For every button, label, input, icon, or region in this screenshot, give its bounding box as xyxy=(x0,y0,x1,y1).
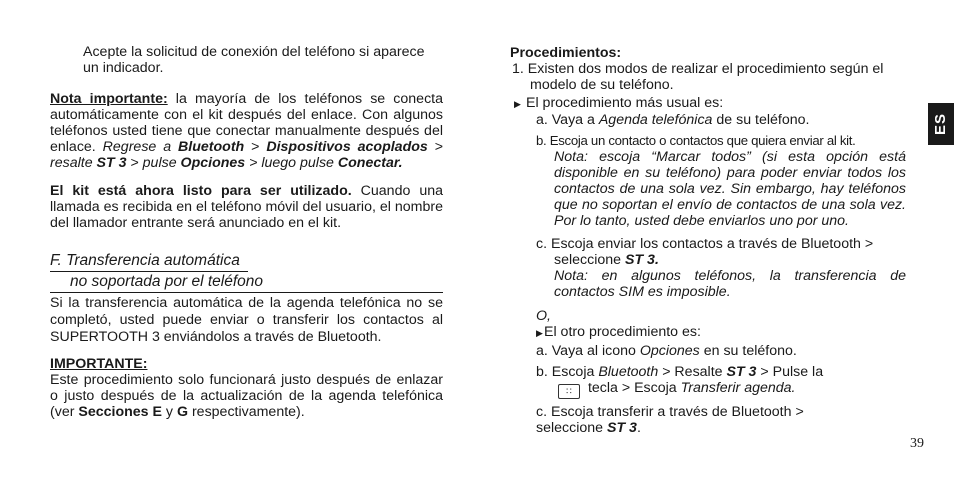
step-c-text: c. Escoja enviar los contactos a través de Bluetooth > seleccione xyxy=(536,236,874,268)
important-text1: Este procedimiento solo funcionará justo después de enlazar o justo después de la actualización de la agenda telefónica (ver xyxy=(50,372,443,420)
important-label: IMPORTANTE: xyxy=(50,356,148,372)
note-gt3: > xyxy=(126,155,143,171)
step-b2-transferir: Transferir agenda. xyxy=(680,380,796,396)
note-pulse: pulse xyxy=(142,155,181,171)
note-bluetooth: Bluetooth xyxy=(178,139,245,155)
triangle-bullet-icon: ▶ xyxy=(514,99,521,109)
note-regrese: Regrese a xyxy=(102,139,179,155)
note-dispositivos: Dispositivos acoplados xyxy=(266,139,428,155)
step-a2-post: en su teléfono. xyxy=(699,343,797,359)
procedure-item-1-text: 1. Existen dos modos de realizar el procedimiento según el modelo de su teléfono. xyxy=(512,61,884,93)
procedure-item-1 xyxy=(510,61,906,93)
accept-text: Acepte la solicitud de conexión del teléfono si aparece un indicador. xyxy=(83,44,425,76)
kit-ready-paragraph xyxy=(50,183,443,231)
step-c-note xyxy=(510,268,906,300)
procedures-heading: Procedimientos: xyxy=(510,45,622,61)
step-b2-st3: ST 3 xyxy=(726,364,757,380)
usual-text: El procedimiento más usual es: xyxy=(526,95,724,111)
step-a-agenda: Agenda telefónica xyxy=(598,112,713,128)
step-a-pre: a. Vaya a xyxy=(536,112,599,128)
or-text: O, xyxy=(536,308,551,324)
step-c2-st3: ST 3 xyxy=(606,420,637,436)
section-f-body xyxy=(50,295,443,346)
step-b2-tecla: tecla > Escoja xyxy=(584,380,681,396)
note-resalte: resalte xyxy=(50,155,97,171)
important-y: y xyxy=(161,404,177,420)
step-b-note-text: Nota: escoja “Marcar todos” (si esta opción está disponible en su teléfono) para poder enviar todos los contactos de una sola vez. Sin embargo, hay teléfonos que no soportan el envío de contactos de una sola vez. Por lo tanto, usted debe enviarlos uno por uno. xyxy=(554,149,906,229)
other-text: El otro procedimiento es: xyxy=(544,324,701,340)
page-number: 39 xyxy=(910,436,924,451)
language-tab xyxy=(928,103,954,145)
note-st3: ST 3 xyxy=(96,155,127,171)
step-a xyxy=(510,112,906,128)
important-text2: respectivamente). xyxy=(188,404,305,420)
step-a2 xyxy=(510,343,906,359)
step-c-st3: ST 3. xyxy=(624,252,659,268)
section-f-body-text: Si la transferencia automática de la agenda telefónica no se completó, usted puede enviar o transferir los contactos al SUPERTOOTH 3 enviándolos a través de Bluetooth. xyxy=(50,295,443,345)
step-a2-opciones: Opciones xyxy=(639,343,700,359)
important-g: G xyxy=(176,404,189,420)
step-b2-mid: > Resalte xyxy=(658,364,727,380)
step-b xyxy=(510,133,906,149)
section-f-title-line1: F. Transferencia automática xyxy=(50,251,248,272)
section-f-title-line2: no soportada por el teléfono xyxy=(50,272,443,293)
step-b-note xyxy=(510,149,906,229)
note-conectar: Conectar. xyxy=(337,155,403,171)
step-c2 xyxy=(510,404,836,436)
step-c2-post: . xyxy=(636,420,641,436)
step-c2-pre: c. Escoja transferir a través de Bluetooth > seleccione xyxy=(536,404,804,436)
step-b2-post: > Pulse la xyxy=(756,364,824,380)
note-text: la mayoría de los teléfonos se conecta automáticamente con el kit después del enlace. Con algunos teléfonos usted tiene que conectar manualmente después del enlace. xyxy=(50,91,444,155)
note-label: Nota importante: xyxy=(50,91,168,107)
note-opciones: Opciones xyxy=(180,155,246,171)
step-b2-bluetooth: Bluetooth xyxy=(598,364,659,380)
important-secciones: Secciones E xyxy=(78,404,162,420)
step-a-post: de su teléfono. xyxy=(712,112,810,128)
right-column xyxy=(510,45,906,436)
other-procedure xyxy=(510,324,906,341)
ready-bold: El kit está ahora listo para ser utilizado. xyxy=(50,183,352,199)
step-b2-pre: b. Escoja xyxy=(536,364,599,380)
ready-text: Cuando una llamada es recibida en el teléfono móvil del usuario, el nombre del llamador entrante será anunciado en el kit. xyxy=(50,183,443,231)
blackberry-key-icon: ∷ xyxy=(558,384,580,399)
triangle-bullet-icon-2: ▶ xyxy=(536,328,543,338)
step-c-note-text: Nota: en algunos teléfonos, la transferencia de contactos SIM es imposible. xyxy=(554,268,906,300)
language-tab-label: ES xyxy=(932,112,949,136)
step-b-text: b. Escoja un contacto o contactos que quiera enviar al kit. xyxy=(536,133,856,148)
usual-procedure xyxy=(510,95,906,112)
step-b2 xyxy=(510,364,906,399)
section-f-title xyxy=(50,251,443,293)
note-gt1: > xyxy=(244,139,267,155)
important-heading xyxy=(50,356,443,372)
note-luego: > luego pulse xyxy=(245,155,338,171)
left-column xyxy=(50,44,443,420)
step-a2-pre: a. Vaya al icono xyxy=(536,343,640,359)
important-note-paragraph xyxy=(50,91,443,171)
note-gt2: > xyxy=(427,139,444,155)
accept-paragraph xyxy=(50,44,443,76)
step-c xyxy=(510,236,906,268)
important-body xyxy=(50,372,443,420)
